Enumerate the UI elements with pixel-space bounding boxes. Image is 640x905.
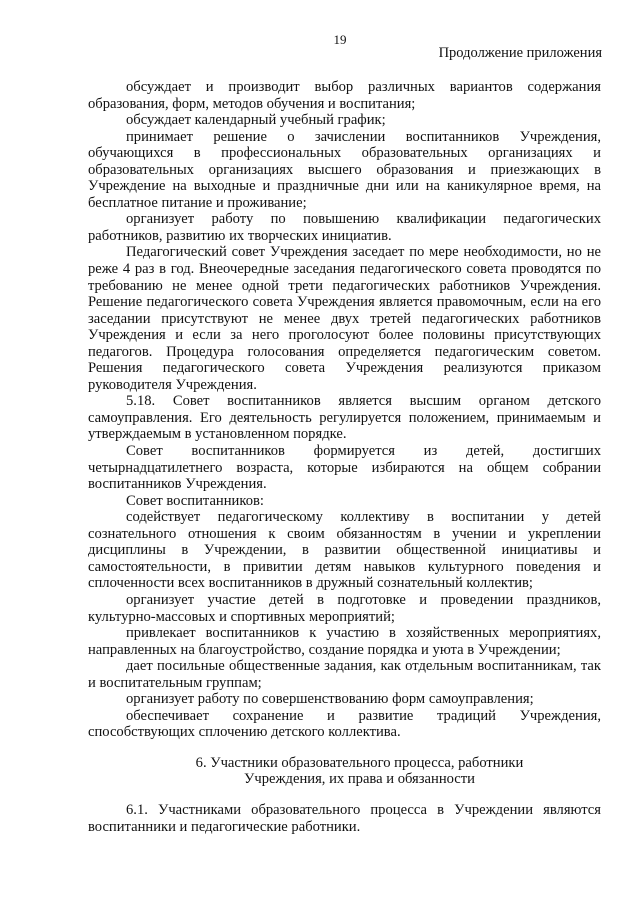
paragraph: 5.18. Совет воспитанников является высшим органом детского самоуправления. Его деятельность регулируется положением, принимаемым и утверждаемым в установленном порядке. xyxy=(88,393,601,443)
continuation-label: Продолжение приложения xyxy=(438,45,602,61)
section-heading-line: 6. Участники образовательного процесса, работники xyxy=(195,754,524,771)
paragraph: Совет воспитанников формируется из детей, достигших четырнадцатилетнего возраста, которые избираются на общем собрании воспитанников Учреждения. xyxy=(88,443,601,493)
paragraph: обсуждает и производит выбор различных вариантов содержания образования, форм, методов обучения и воспитания; xyxy=(88,79,601,112)
paragraph: обеспечивает сохранение и развитие традиций Учреждения, способствующих сплочению детского коллектива. xyxy=(88,707,601,741)
paragraph: 6.1. Участниками образовательного процесса в Учреждении являются воспитанники и педагогические работники. xyxy=(88,801,601,835)
paragraph: дает посильные общественные задания, как отдельным воспитанникам, так и воспитательным группам; xyxy=(88,658,601,691)
page-number: 19 xyxy=(333,32,347,47)
paragraph: Педагогический совет Учреждения заседает по мере необходимости, но не реже 4 раз в год. Внеочередные заседания педагогического совета проводятся по требованию не менее одной трети педагогических работников Учреждения. Решение педагогического совета Учреждения является правомочным, если на его заседании присутствуют не менее двух третей педагогических работников Учреждения и если за него проголосуют более половины присутствующих педагогов. Процедура голосования определяется педагогическим советом. Решения педагогического совета Учреждения реализуются приказом руководителя Учреждения. xyxy=(88,244,601,393)
paragraph: организует работу по повышению квалификации педагогических работников, развитию их творческих инициатив. xyxy=(88,211,601,244)
paragraph: привлекает воспитанников к участию в хозяйственных мероприятиях, направленных на благоустройство, создание порядка и уюта в Учреждении; xyxy=(88,625,601,658)
section-heading-line: Учреждения, их права и обязанности xyxy=(244,771,475,788)
document-body xyxy=(88,79,601,835)
paragraph: организует работу по совершенствованию форм самоуправления; xyxy=(126,691,534,708)
paragraph: Совет воспитанников: xyxy=(126,492,264,509)
paragraph: организует участие детей в подготовке и проведении праздников, культурно-массовых и спортивных мероприятий; xyxy=(88,591,601,625)
paragraph: обсуждает календарный учебный график; xyxy=(126,112,386,129)
section-heading xyxy=(88,755,601,788)
paragraph: содействует педагогическому коллективу в воспитании у детей сознательного отношения к своим обязанностям в учении и укреплении дисциплины в Учреждении, в развитии общественной инициативы и самостоятельности, в привитии детям навыков культурного поведения и сплоченности всех воспитанников в дружный сознательный коллектив; xyxy=(88,509,601,592)
paragraph: принимает решение о зачислении воспитанников Учреждения, обучающихся в профессиональных образовательных организациях и образовательных организациях высшего образования и приезжающих в Учреждение на выходные и праздничные дни или на каникулярное время, на бесплатное питание и проживание; xyxy=(88,128,601,211)
